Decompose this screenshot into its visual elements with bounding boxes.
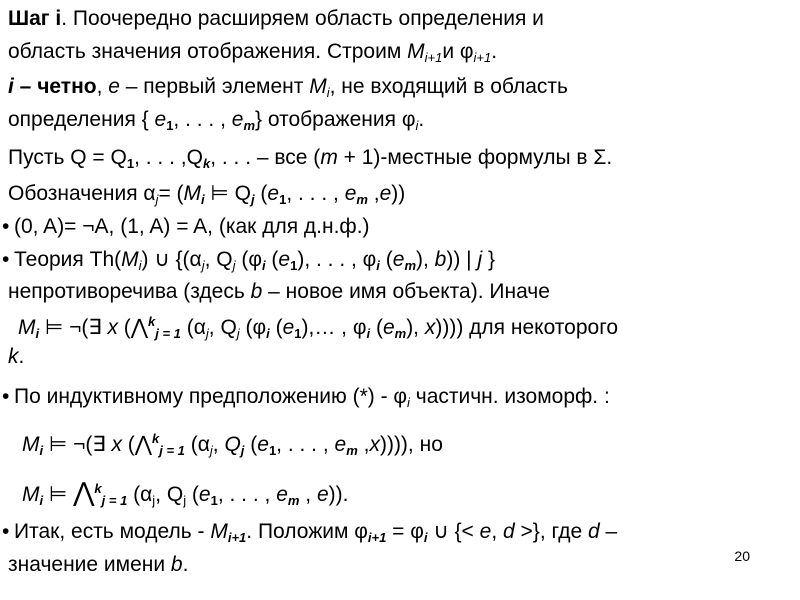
- line-5: Пусть $Q = Q_1$, . . . $,Q_k$, . . . – все (m + 1)-местные формулы в Σ.: [8, 146, 613, 171]
- line-6: Обозначения $\alpha_j= (M_i$ ⊨ $Q_j$ ($e_1$, . . . , $e_m$ ,e)): [8, 182, 406, 207]
- line-10: $M_i$ ⊨ ¬(∃ x (⋀$^k_{j = 1}$ ($\alpha_j$, $Q_j$ ($\varphi_i$ $(e_1),\dots$ , $\varphi_i$ $(e_m)$, x)))) для некоторого: [18, 314, 619, 341]
- line-13: $M_i$ ⊨ ¬(∃ x (⋀$^k_{j = 1}$ ($\alpha_j$, $Q_j$ ($e_1$, . . . , $e_m$ ,x)))), но: [22, 431, 443, 458]
- page-number: 20: [734, 548, 750, 564]
- line-8: • Теория $Th(M_i)$ ∪ {($\alpha_j$, $Q_j$ ($\varphi_i$ $(e_1)$, . . . , $\varphi_i$ $(e_m)$, b)) | j }: [2, 248, 496, 273]
- line-2: область значения отображения. Строим $M_{i+1}и$ $\varphi_{i+1}$.: [8, 40, 498, 65]
- line-14: $M_i$ ⊨ ⋀$^k_{j = 1}$ ($\alpha_j$, $Q_j$ ($e_1$, . . . , $e_m$ , e)).: [22, 477, 349, 508]
- line-16: значение имени b.: [8, 553, 189, 576]
- line-step-title: Шаг i. Поочередно расширяем область определения и: [8, 7, 544, 30]
- line-11: k.: [8, 345, 25, 368]
- line-7: • (0, A)= ¬A, (1, A) = A, (как для д.н.ф.): [2, 215, 370, 238]
- step-label: Шаг i: [8, 7, 62, 30]
- line-3: i – четно, e – первый элемент $M_i$, не входящий в область: [8, 75, 568, 100]
- line-4: определения { $e_1$, . . . , $e_m$} отображения $\varphi_i$.: [8, 108, 425, 133]
- line-9: непротиворечива (здесь b – новое имя объекта). Иначе: [8, 280, 550, 303]
- line-12: • По индуктивному предположению (*) - $\varphi_i$ частичн. изоморф. :: [2, 385, 610, 410]
- line-15: • Итак, есть модель - $M_{i+1}$. Положим $\varphi_{i+1} = \varphi_i$ ∪ {< e, d >}, где d –: [2, 520, 618, 545]
